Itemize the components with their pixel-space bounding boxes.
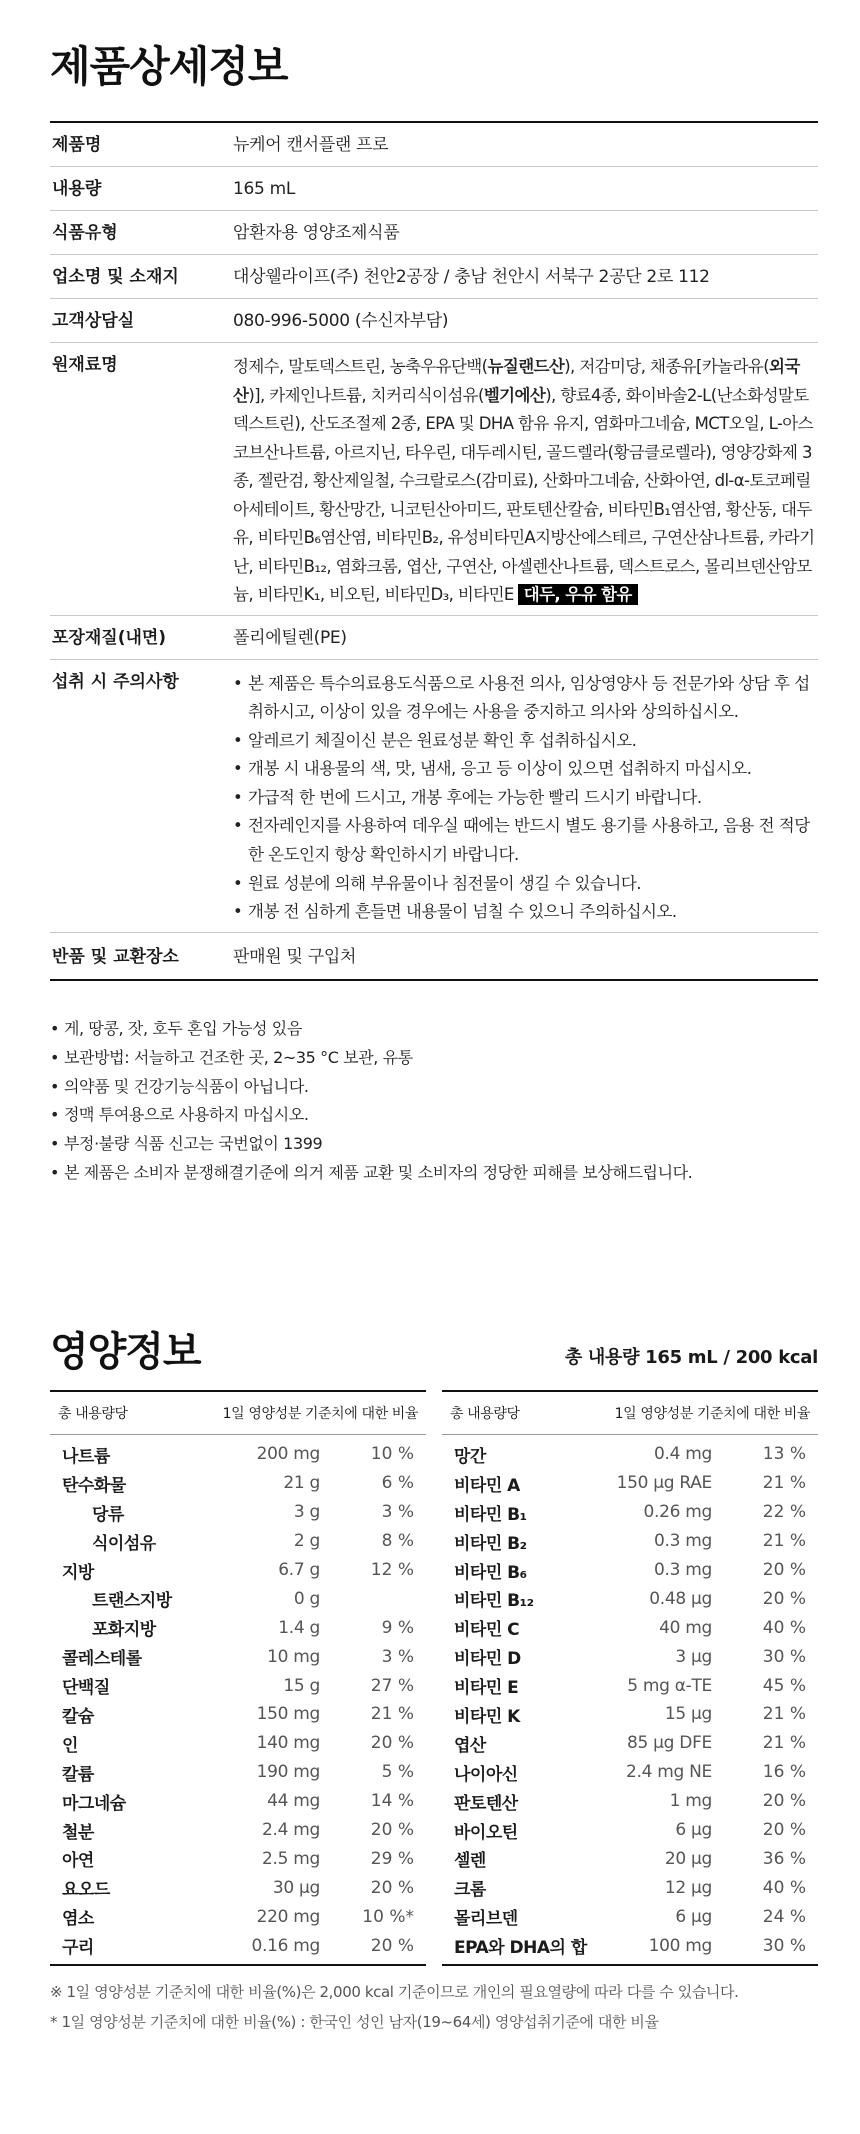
nutrient-amount: 3 μg — [675, 1646, 712, 1667]
nutrient-row — [50, 1844, 426, 1873]
nutrient-amount: 2.5 mg — [262, 1848, 320, 1869]
nutrient-percent: 12 % — [370, 1560, 414, 1580]
nutrient-row — [442, 1613, 818, 1642]
nutrient-row — [50, 1642, 426, 1671]
nutrient-row — [50, 1440, 426, 1469]
nutrient-row — [442, 1527, 818, 1556]
info-label: 반품 및 교환장소 — [52, 946, 179, 967]
nutrient-row — [50, 1671, 426, 1700]
footnote: * 1일 영양성분 기준치에 대한 비율(%) : 한국인 성인 남자(19~64세) 영양섭취기준에 대한 비율 — [50, 2013, 659, 2031]
nutrient-percent: 21 % — [370, 1704, 414, 1725]
nutrient-name: 판토텐산 — [454, 1793, 518, 1814]
nutrition-table-header — [442, 1392, 818, 1435]
info-value: 암환자용 영양조제식품 — [233, 223, 400, 243]
nutrient-name: 비타민 C — [454, 1620, 520, 1641]
nutrient-name: 바이오틴 — [454, 1822, 518, 1843]
origin-highlight: 뉴질랜드산 — [487, 357, 565, 376]
nutrient-percent: 22 % — [762, 1502, 806, 1523]
nutrient-amount: 15 g — [283, 1675, 320, 1696]
caution-item: • 개봉 전 심하게 흔들면 내용물이 넘칠 수 있으니 주의하십시오. — [233, 898, 818, 927]
info-label: 원재료명 — [52, 355, 118, 375]
nutrient-row — [50, 1584, 426, 1613]
nutrient-row — [442, 1700, 818, 1729]
nutrient-percent: 29 % — [370, 1848, 414, 1869]
info-row-cautions — [50, 660, 818, 933]
caution-item: • 전자레인지를 사용하여 데우실 때에는 반드시 별도 용기를 사용하고, 음용 전 적당한 온도인지 항상 확인하시기 바랍니다. — [233, 812, 818, 869]
nutrient-amount: 12 μg — [664, 1877, 712, 1898]
header-daily-value: 1일 영양성분 기준치에 대한 비율 — [222, 1406, 418, 1422]
nutrient-name: 탄수화물 — [62, 1475, 126, 1496]
nutrient-name: 단백질 — [62, 1678, 110, 1699]
nutrient-percent: 24 % — [762, 1906, 806, 1927]
nutrient-name: 몰리브덴 — [454, 1909, 518, 1930]
nutrient-amount: 0.3 mg — [654, 1531, 712, 1552]
nutrient-amount: 6 μg — [675, 1906, 712, 1927]
nutrient-percent: 21 % — [762, 1704, 806, 1725]
nutrient-percent: 30 % — [762, 1935, 806, 1956]
info-row-customer-service — [50, 299, 818, 343]
ingredients-part: ), 저감미당, 채종유[카놀라유( — [564, 357, 770, 376]
info-row-packaging — [50, 616, 818, 660]
nutrient-amount: 0.3 mg — [654, 1560, 712, 1580]
nutrient-amount: 1.4 g — [278, 1617, 320, 1638]
info-label: 식품유형 — [52, 223, 118, 243]
nutrient-amount: 21 g — [283, 1473, 320, 1494]
caution-item: • 개봉 시 내용물의 색, 맛, 냄새, 응고 등 이상이 있으면 섭취하지 마십시오. — [233, 755, 818, 784]
product-info-table — [50, 121, 818, 981]
nutrient-row — [442, 1469, 818, 1498]
caution-item: • 원료 성분에 의해 부유물이나 침전물이 생길 수 있습니다. — [233, 870, 818, 899]
nutrient-name: 포화지방 — [92, 1620, 156, 1641]
ingredients-part: 정제수, 말토덱스트린, 농축우유단백( — [233, 357, 488, 376]
nutrient-percent: 20 % — [370, 1935, 414, 1956]
nutrient-amount: 2.4 mg NE — [626, 1762, 712, 1783]
footnote: ※ 1일 영양성분 기준치에 대한 비율(%)은 2,000 kcal 기준이므로 개인의 필요열량에 따라 다를 수 있습니다. — [50, 1983, 739, 2001]
nutrient-percent: 36 % — [762, 1848, 806, 1869]
nutrient-percent: 14 % — [370, 1791, 414, 1812]
note-item: • 정맥 투여용으로 사용하지 마십시오. — [50, 1101, 692, 1130]
nutrient-amount: 0.16 mg — [251, 1935, 320, 1956]
nutrition-rows — [442, 1435, 818, 1964]
nutrition-title: 영양정보 — [50, 1329, 201, 1375]
nutrient-percent: 13 % — [762, 1444, 806, 1465]
nutrient-name: 칼슘 — [62, 1706, 94, 1727]
nutrient-name: 지방 — [62, 1562, 94, 1583]
nutrient-row — [50, 1527, 426, 1556]
nutrition-total: 총 내용량 165 mL / 200 kcal — [564, 1347, 818, 1368]
nutrient-amount: 190 mg — [256, 1762, 320, 1783]
nutrient-amount: 0.48 μg — [649, 1588, 712, 1609]
nutrient-amount: 150 μg RAE — [616, 1473, 712, 1494]
nutrient-row — [50, 1873, 426, 1902]
nutrient-amount: 3 g — [293, 1502, 320, 1523]
nutrient-name: 비타민 A — [454, 1475, 520, 1496]
ingredients-part: )], 카제인나트륨, 치커리식이섬유( — [248, 385, 484, 405]
nutrient-percent: 21 % — [762, 1733, 806, 1754]
info-label: 업소명 및 소재지 — [52, 267, 179, 287]
nutrition-footnotes — [50, 1977, 738, 2037]
info-value: 대상웰라이프(주) 천안2공장 / 충남 천안시 서북구 2공단 2로 112 — [233, 267, 710, 287]
nutrient-name: 나이아신 — [454, 1764, 518, 1785]
nutrient-row — [50, 1498, 426, 1527]
nutrient-amount: 0.4 mg — [654, 1444, 712, 1465]
info-row-food-type — [50, 211, 818, 255]
note-item: • 의약품 및 건강기능식품이 아닙니다. — [50, 1073, 692, 1102]
info-row-volume — [50, 167, 818, 211]
nutrient-name: 비타민 B₁ — [454, 1504, 527, 1525]
nutrient-name: 염소 — [62, 1909, 94, 1930]
nutrient-percent: 20 % — [762, 1588, 806, 1609]
nutrient-amount: 220 mg — [256, 1906, 320, 1927]
nutrient-name: 마그네슘 — [62, 1793, 126, 1814]
nutrient-name: 비타민 B₂ — [454, 1533, 527, 1554]
nutrient-amount: 44 mg — [267, 1791, 320, 1812]
notes-list — [50, 1015, 692, 1188]
nutrient-percent: 20 % — [370, 1733, 414, 1754]
nutrient-amount: 100 mg — [648, 1935, 712, 1956]
info-value: 080-996-5000 (수신자부담) — [233, 311, 449, 331]
info-label: 섭취 시 주의사항 — [52, 671, 179, 692]
nutrient-name: 셀렌 — [454, 1851, 486, 1872]
info-value: 판매원 및 구입처 — [233, 946, 357, 967]
info-value: 폴리에틸렌(PE) — [233, 627, 347, 648]
info-label: 제품명 — [52, 135, 102, 155]
nutrient-name: 당류 — [92, 1504, 124, 1525]
nutrient-percent: 20 % — [762, 1791, 806, 1812]
nutrient-percent: 3 % — [381, 1502, 414, 1523]
nutrient-name: 콜레스테롤 — [62, 1649, 142, 1670]
note-item: • 게, 땅콩, 잣, 호두 혼입 가능성 있음 — [50, 1015, 692, 1044]
caution-list — [233, 670, 818, 927]
nutrient-percent: 20 % — [762, 1820, 806, 1841]
info-row-ingredients — [50, 343, 818, 616]
nutrient-name: EPA와 DHA의 합 — [454, 1938, 587, 1959]
nutrient-row — [442, 1844, 818, 1873]
nutrient-percent: 40 % — [762, 1877, 806, 1898]
nutrient-row — [50, 1556, 426, 1585]
nutrient-row — [442, 1584, 818, 1613]
nutrient-percent: 21 % — [762, 1473, 806, 1494]
nutrient-row — [442, 1556, 818, 1585]
info-row-manufacturer — [50, 255, 818, 299]
nutrient-amount: 0 g — [293, 1588, 320, 1609]
nutrient-percent: 30 % — [762, 1646, 806, 1667]
nutrient-row — [50, 1787, 426, 1816]
info-label: 내용량 — [52, 179, 102, 199]
nutrient-percent: 9 % — [381, 1617, 414, 1638]
header-per-total: 총 내용량당 — [58, 1406, 128, 1422]
nutrient-percent: 6 % — [381, 1473, 414, 1494]
nutrient-name: 아연 — [62, 1851, 94, 1872]
nutrient-percent: 20 % — [370, 1877, 414, 1898]
nutrient-percent: 10 %* — [362, 1906, 414, 1927]
nutrient-percent: 20 % — [370, 1820, 414, 1841]
nutrient-amount: 6.7 g — [278, 1560, 320, 1580]
nutrient-row — [50, 1469, 426, 1498]
nutrient-name: 비타민 B₁₂ — [454, 1591, 534, 1612]
nutrient-amount: 10 mg — [267, 1646, 320, 1667]
nutrient-name: 크롬 — [454, 1880, 486, 1901]
ingredients-text — [233, 353, 818, 610]
nutrient-name: 비타민 E — [454, 1678, 519, 1699]
nutrient-row — [442, 1642, 818, 1671]
page-title: 제품상세정보 — [50, 42, 288, 91]
nutrient-row — [442, 1440, 818, 1469]
nutrient-amount: 5 mg α-TE — [627, 1675, 712, 1696]
note-item: • 본 제품은 소비자 분쟁해결기준에 의거 제품 교환 및 소비자의 정당한 피해를 보상해드립니다. — [50, 1159, 692, 1188]
nutrient-name: 구리 — [62, 1938, 94, 1959]
nutrient-row — [442, 1816, 818, 1845]
nutrient-percent: 27 % — [370, 1675, 414, 1696]
nutrient-row — [442, 1671, 818, 1700]
origin-highlight: 벨기에산 — [483, 385, 546, 405]
nutrient-percent: 21 % — [762, 1531, 806, 1552]
nutrient-row — [442, 1758, 818, 1787]
info-row-product-name — [50, 123, 818, 167]
note-item: • 보관방법: 서늘하고 건조한 곳, 2~35 °C 보관, 유통 — [50, 1044, 692, 1073]
header-per-total: 총 내용량당 — [450, 1406, 520, 1422]
nutrient-row — [50, 1700, 426, 1729]
nutrient-amount: 85 μg DFE — [627, 1733, 712, 1754]
nutrition-table-header — [50, 1392, 426, 1435]
nutrient-amount: 140 mg — [256, 1733, 320, 1754]
nutrient-amount: 40 mg — [659, 1617, 712, 1638]
nutrient-percent: 10 % — [370, 1444, 414, 1465]
nutrient-name: 망간 — [454, 1446, 486, 1467]
nutrient-row — [442, 1498, 818, 1527]
nutrient-name: 식이섬유 — [92, 1533, 156, 1554]
info-row-returns — [50, 933, 818, 979]
nutrient-row — [50, 1902, 426, 1931]
nutrient-name: 인 — [62, 1735, 78, 1756]
caution-item: • 알레르기 체질이신 분은 원료성분 확인 후 섭취하십시오. — [233, 727, 818, 756]
origin-highlight: 외국산 — [233, 357, 800, 405]
info-label: 포장재질(내면) — [52, 627, 167, 648]
note-item: • 부정·불량 식품 신고는 국번없이 1399 — [50, 1130, 692, 1159]
nutrient-row — [442, 1931, 818, 1960]
nutrient-percent: 45 % — [762, 1675, 806, 1696]
nutrient-amount: 30 μg — [272, 1877, 320, 1898]
nutrient-amount: 20 μg — [664, 1848, 712, 1869]
header-daily-value: 1일 영양성분 기준치에 대한 비율 — [614, 1406, 810, 1422]
nutrient-amount: 6 μg — [675, 1820, 712, 1841]
nutrition-rows — [50, 1435, 426, 1964]
nutrient-amount: 150 mg — [256, 1704, 320, 1725]
nutrient-row — [442, 1873, 818, 1902]
nutrient-row — [442, 1787, 818, 1816]
allergen-badge: 대두, 우유 함유 — [518, 584, 638, 605]
nutrient-row — [50, 1931, 426, 1960]
info-value: 뉴케어 캔서플랜 프로 — [233, 135, 389, 155]
nutrient-row — [442, 1902, 818, 1931]
nutrient-name: 철분 — [62, 1822, 94, 1843]
nutrient-amount: 2.4 mg — [262, 1820, 320, 1841]
nutrition-table-left — [50, 1390, 426, 1966]
nutrient-percent: 16 % — [762, 1762, 806, 1783]
info-label: 고객상담실 — [52, 311, 135, 331]
nutrient-percent: 20 % — [762, 1560, 806, 1580]
caution-item: • 가급적 한 번에 드시고, 개봉 후에는 가능한 빨리 드시기 바랍니다. — [233, 784, 818, 813]
nutrient-amount: 15 μg — [664, 1704, 712, 1725]
nutrient-name: 비타민 B₆ — [454, 1562, 527, 1583]
nutrient-name: 비타민 K — [454, 1706, 520, 1727]
nutrient-name: 요오드 — [62, 1880, 110, 1901]
nutrient-percent: 5 % — [381, 1762, 414, 1783]
nutrient-row — [50, 1816, 426, 1845]
nutrient-name: 칼륨 — [62, 1764, 94, 1785]
nutrient-percent: 40 % — [762, 1617, 806, 1638]
nutrient-name: 나트륨 — [62, 1446, 110, 1467]
nutrient-amount: 0.26 mg — [643, 1502, 712, 1523]
nutrition-table-right — [442, 1390, 818, 1966]
info-value: 165 mL — [233, 179, 296, 199]
nutrient-percent: 3 % — [381, 1646, 414, 1667]
nutrient-row — [50, 1613, 426, 1642]
nutrient-amount: 2 g — [293, 1531, 320, 1552]
nutrient-row — [442, 1729, 818, 1758]
nutrient-amount: 200 mg — [256, 1444, 320, 1465]
nutrient-row — [50, 1758, 426, 1787]
nutrient-percent: 8 % — [381, 1531, 414, 1552]
nutrient-name: 트랜스지방 — [92, 1591, 172, 1612]
nutrient-name: 엽산 — [454, 1735, 486, 1756]
ingredients-part: ), 향료4종, 화이바솔2-L(난소화성말토덱스트린), 산도조절제 2종, EPA 및 DHA 함유 유지, 염화마그네슘, MCT오일, L-아스코브산나트륨, 아르지닌, 타우린, 대두레시틴, 골드렐라(황금클로렐라), 영양강화제 3종, 젤란검, 황산제일철, 수크랄로스(감미료), 산화마그네슘, 산화아연, dl-α-토코페릴아세테이트, 황산망간, 니코틴산아미드, 판토텐산칼슘, 비타민B₁염산염, 황산동, 대두유, 비타민B₆염산염, 비타민B₂, 유성비타민A지방산에스테르, 구연산삼나트륨, 카라기난, 비타민B₁₂, 염화크롬, 엽산, 구연산, 아셀렌산나트륨, 덱스트로스, 몰리브덴산암모늄, 비타민K₁, 비오틴, 비타민D₃, 비타민E — [233, 385, 815, 604]
caution-item: • 본 제품은 특수의료용도식품으로 사용전 의사, 임상영양사 등 전문가와 상담 후 섭취하시고, 이상이 있을 경우에는 사용을 중지하고 의사와 상의하십시오. — [233, 670, 818, 727]
nutrient-amount: 1 mg — [669, 1791, 712, 1812]
nutrient-row — [50, 1729, 426, 1758]
nutrient-name: 비타민 D — [454, 1649, 521, 1670]
